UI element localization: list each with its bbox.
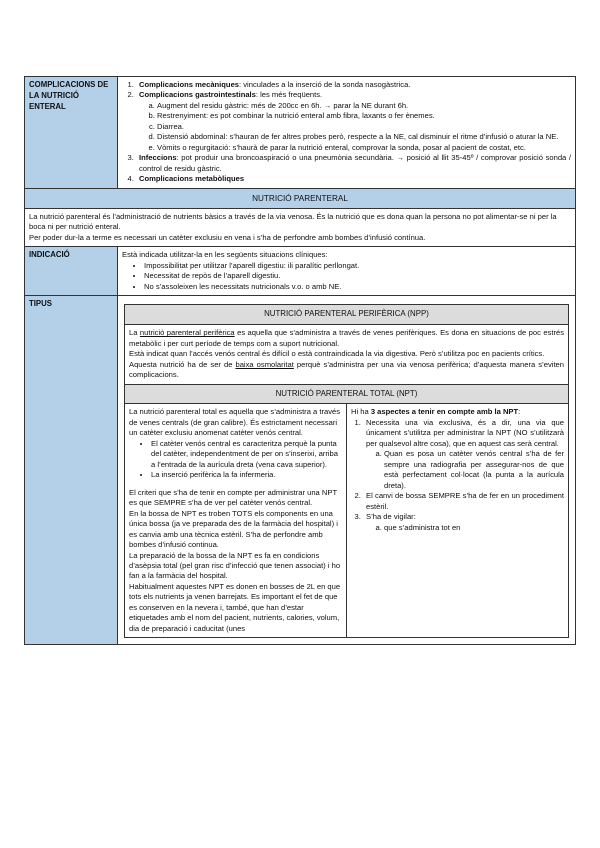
npt-paragraph: En la bossa de NPT es troben TOTS els components en una única bossa (ja ve preparada des de la farmàcia del hospital) i es canvia amb una tècnica estèril. S’ha de perfondre amb bombes d’infusió continua. — [129, 508, 338, 550]
list-item: • No s’assoleixen les necessitats nutricionals v.o. o amb NE. — [144, 282, 571, 292]
list-item: 3. S’ha de vigilar: a. que s’administra tot en — [363, 512, 564, 533]
intro-paragraph: La nutrició parenteral és l’administració de nutrients bàsics a través de la via venosa. És la nutrició que es dona quan la persona no pot alimentar-se ni per la boca ni per nutrició enteral. — [29, 212, 557, 232]
npp-title: NUTRICIÓ PARENTERAL PERIFÈRICA (NPP) — [125, 305, 569, 325]
npp-paragraph: Està indicat quan l’accés venós central és difícil o està contraindicada la via digestiva. Però s’utilitza poc en pacients crítics. — [129, 349, 545, 359]
intro-paragraph: Per poder dur-la a terme es necessari un catèter exclusiu en vena i s’ha de perfondre amb bombes d’infusió contínua. — [29, 232, 426, 242]
list-item: c. Diarrea. — [157, 122, 571, 132]
list-item: • La inserció perifèrica la fa infermeria. — [151, 470, 342, 480]
npp-paragraph: La nutrició parenteral perifèrica es aquella que s’administra a través de venes perifèriques. Es dona en situacions de poc estrés metabòlic i per curt període de temps com a suport nutricional. — [129, 328, 565, 348]
npt-sublist — [366, 523, 564, 533]
list-item: e. Vòmits o regurgitació: s’haurà de parar la nutrició enteral, comprovar la sonda, posar al pacient de costat, etc. — [157, 143, 571, 153]
npt-aspects-intro: Hi ha 3 aspectes a tenir en compte amb la NPT: — [351, 407, 521, 417]
list-item: • Necessitat de repòs de l’aparell digestiu. — [144, 271, 571, 281]
indicacio-row — [25, 247, 576, 296]
npt-paragraph: La preparació de la bossa de la NPT es fa en condicions d’asèpsia total (pel gran risc d’infecció que tenen associat) i ho fan a la farmàcia del hospital. — [129, 550, 341, 581]
document-page — [24, 76, 576, 645]
list-item: • El catèter venós central es caracteritza perquè la punta del catèter, independentment de per on s’inserixi, arriba a l’entrada de la aurícula dreta (vena cava superior). — [151, 439, 342, 470]
npt-bullets — [129, 439, 342, 481]
complicacions-row — [25, 77, 576, 189]
npt-paragraph: La nutrició parenteral total es aquella que s’administra a través de venes centrals (de gran calibre). És estrictament necessari un catèter exclusiu anomenat catèter venós central. — [129, 407, 341, 438]
npp-table — [124, 304, 569, 384]
list-item: 1. Necessita una via exclusiva, és a dir, una via que únicament s’utilitza per administrar la NPT (NO s’utilitzarà per qualsevol altre cosa), que en aquest cas serà central. a. Quan es posa un catèter venós central s’ha de fer sempre una radiografia per assegurar-nos de que està perfectament col·locat (la punta a la aurícula dreta). — [363, 418, 564, 491]
indicacio-intro: Està indicada utilitzar-la en les següents situacions clíniques: — [122, 250, 328, 260]
npt-table — [124, 385, 569, 639]
npt-title: NUTRICIÓ PARENTERAL TOTAL (NPT) — [125, 385, 569, 404]
tipus-content — [118, 296, 576, 645]
tipus-row — [25, 296, 576, 645]
npp-paragraph: Aquesta nutrició ha de ser de baixa osmolaritat perquè s’administra per una via venosa perifèrica; d’aquesta manera s’eviten complicacions. — [129, 359, 564, 380]
list-item: a. Augment del residu gàstric: més de 200cc en 6h. → parar la NE durant 6h. — [157, 101, 571, 111]
npt-paragraph: Habitualment aquestes NPT es donen en bosses de 2L en que tots els nutrients ja venen barrejats. Es important el fet de que es conserven en la nevera i, també, que han d’estar etiquetades amb el nom del pacient, nutrients, calories, volum, dia de preparació i caducitat (unes — [129, 581, 341, 633]
npt-aspects-list — [351, 418, 564, 533]
list-item: a. Quan es posa un catèter venós central s’ha de fer sempre una radiografia per assegurar-nos de que està perfectament col·locat (la punta a la aurícula dreta). — [384, 449, 564, 491]
content-table — [24, 76, 576, 645]
parenteral-intro — [25, 209, 576, 247]
indicacio-list — [122, 261, 571, 292]
list-item: d. Distensió abdominal: s’hauran de fer altres probes però, respecte a la NE, cal disminuir el ritme d’infusió o aturar la NE. — [157, 132, 571, 142]
parenteral-intro-row — [25, 209, 576, 247]
complicacions-label: COMPLICACIONS DE LA NUTRICIÓ ENTERAL — [25, 77, 118, 189]
npt-left — [125, 404, 347, 638]
list-item: a. que s’administra tot en — [384, 523, 564, 533]
list-item: • Impossibilitat per utilitzar l’aparell digestiu: ili paralític perllongat. — [144, 261, 571, 271]
list-item: 1. Complicacions mecàniques: vinculades a la inserció de la sonda nasogàstrica. — [136, 80, 571, 90]
complicacions-list — [122, 80, 571, 185]
npt-sublist — [366, 449, 564, 491]
list-item: b. Restrenyiment: es pot combinar la nutrició enteral amb fibra, laxants o fer ènemes. — [157, 111, 571, 121]
gastro-sublist — [139, 101, 571, 153]
complicacions-content — [118, 77, 576, 189]
tipus-label: TIPUS — [25, 296, 118, 645]
list-item: 2. Complicacions gastrointestinals: les més freqüents. a. Augment del residu gàstric: més de 200cc en 6h. → parar la NE durant 6h. b. Restrenyiment: es pot combinar la nutrició enteral amb fibra, laxants o fer ènemes. c. Diarrea. d. Distensió abdominal: s’hauran de fer altres probes però, respecte a la NE, cal disminuir el ritme d’infusió o aturar la NE. e. Vòmits o regurgitació: s’haurà de parar la nutrició enteral, comprovar la sonda, posar al pacient de costat, etc. — [136, 90, 571, 153]
indicacio-label: INDICACIÓ — [25, 247, 118, 296]
indicacio-content — [118, 247, 576, 296]
npp-body — [125, 325, 569, 384]
list-item: 2. El canvi de bossa SEMPRE s’ha de fer en un procediment estèril. — [363, 491, 564, 512]
parenteral-title-row — [25, 188, 576, 208]
list-item: 3. Infeccions: pot produir una broncoaspiració o una pneumònia secundària. → posició al llit 35-45º / comprovar posició sonda / control de residu gàstric. — [136, 153, 571, 174]
npt-paragraph: El criteri que s’ha de tenir en compte per administrar una NPT es que SEMPRE s’ha de ver pel catèter venós central. — [129, 487, 337, 508]
section-title: NUTRICIÓ PARENTERAL — [25, 188, 576, 208]
npt-right — [347, 404, 569, 638]
list-item: 4. Complicacions metabòliques — [136, 174, 571, 184]
